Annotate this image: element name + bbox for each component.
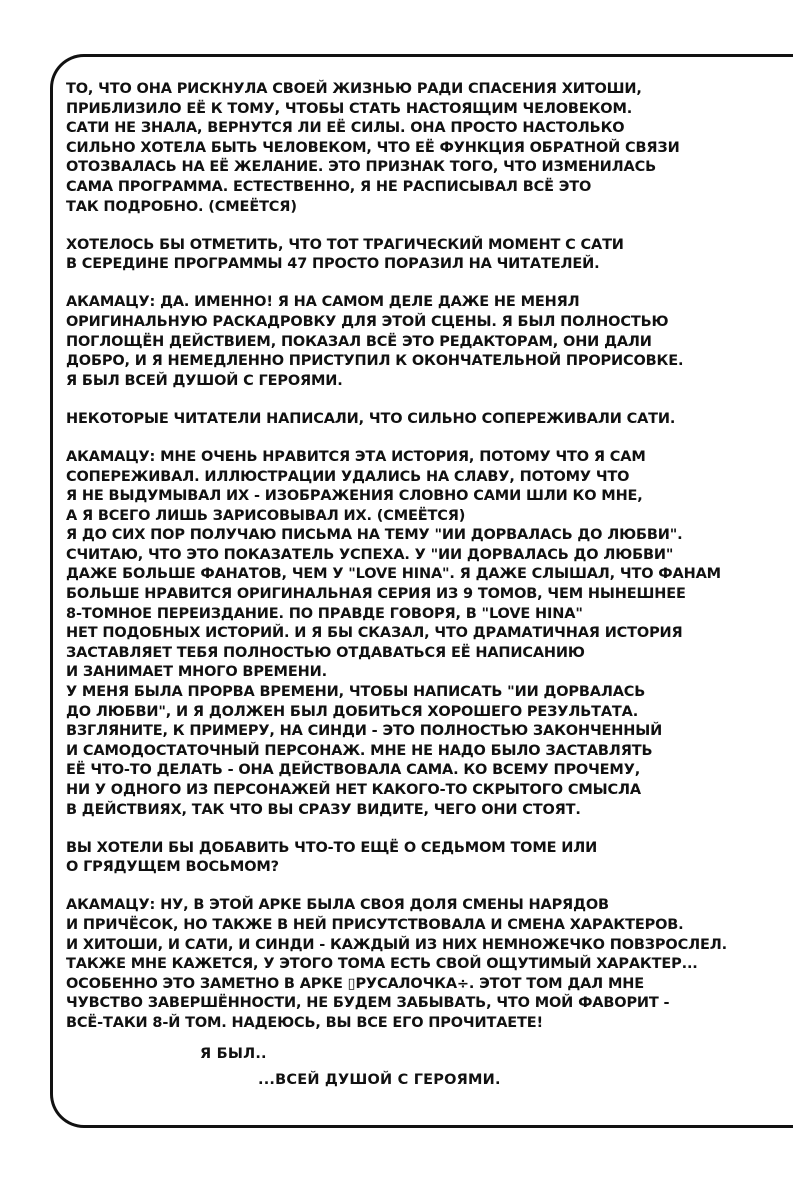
- text-line: ПРИБЛИЗИЛО ЕЁ К ТОМУ, ЧТОБЫ СТАТЬ НАСТОЯЩИМ ЧЕЛОВЕКОМ.: [66, 100, 633, 117]
- text-line: ТАКЖЕ МНЕ КАЖЕТСЯ, У ЭТОГО ТОМА ЕСТЬ СВОЙ ОЩУТИМЫЙ ХАРАКТЕР...: [66, 956, 698, 973]
- text-line: НИ У ОДНОГО ИЗ ПЕРСОНАЖЕЙ НЕТ КАКОГО-ТО СКРЫТОГО СМЫСЛА: [66, 782, 641, 798]
- interview-text: [66, 80, 778, 1052]
- text-line: САМА ПРОГРАММА. ЕСТЕСТВЕННО, Я НЕ РАСПИСЫВАЛ ВСЁ ЭТО: [66, 178, 592, 195]
- text-line: ЧУВСТВО ЗАВЕРШЁННОСТИ, НЕ БУДЕМ ЗАБЫВАТЬ, ЧТО МОЙ ФАВОРИТ -: [66, 995, 670, 1012]
- text-line: ПОГЛОЩЁН ДЕЙСТВИЕМ, ПОКАЗАЛ ВСЁ ЭТО РЕДАКТОРАМ, ОНИ ДАЛИ: [66, 333, 652, 350]
- text-line: СЧИТАЮ, ЧТО ЭТО ПОКАЗАТЕЛЬ УСПЕХА. У "ИИ ДОРВАЛАСЬ ДО ЛЮБВИ": [66, 546, 674, 563]
- speaker-label: АКАМАЦУ:: [66, 897, 156, 914]
- answer-first-line: [66, 896, 778, 916]
- speaker-label: АКАМАЦУ:: [66, 294, 156, 311]
- body-paragraph: [66, 80, 778, 217]
- text-line: ВСЁ-ТАКИ 8-Й ТОМ. НАДЕЮСЬ, ВЫ ВСЕ ЕГО ПРОЧИТАЕТЕ!: [66, 1014, 544, 1031]
- text-line: И САМОДОСТАТОЧНЫЙ ПЕРСОНАЖ. МНЕ НЕ НАДО БЫЛО ЗАСТАВЛЯТЬ: [66, 742, 653, 759]
- text-line: Я ДО СИХ ПОР ПОЛУЧАЮ ПИСЬМА НА ТЕМУ "ИИ ДОРВАЛАСЬ ДО ЛЮБВИ".: [66, 527, 683, 544]
- text-line: ХОТЕЛОСЬ БЫ ОТМЕТИТЬ, ЧТО ТОТ ТРАГИЧЕСКИЙ МОМЕНТ С САТИ: [66, 236, 624, 253]
- answer-first-line: [66, 293, 778, 313]
- answer-paragraph: [66, 293, 778, 391]
- text-line: ТАК ПОДРОБНО. (СМЕЁТСЯ): [66, 198, 297, 215]
- answer-text: НУ, В ЭТОЙ АРКЕ БЫЛА СВОЯ ДОЛЯ СМЕНЫ НАРЯДОВ: [160, 897, 609, 914]
- text-line: И ХИТОШИ, И САТИ, И СИНДИ - КАЖДЫЙ ИЗ НИХ НЕМНОЖЕЧКО ПОВЗРОСЛЕЛ.: [66, 936, 727, 953]
- text-line: ДО ЛЮБВИ", И Я ДОЛЖЕН БЫЛ ДОБИТЬСЯ ХОРОШЕГО РЕЗУЛЬТАТА.: [66, 703, 639, 720]
- text-line: А Я ВСЕГО ЛИШЬ ЗАРИСОВЫВАЛ ИХ. (СМЕЁТСЯ): [66, 507, 466, 524]
- closing-line-2: ...ВСЕЙ ДУШОЙ С ГЕРОЯМИ.: [258, 1072, 501, 1088]
- text-line: САТИ НЕ ЗНАЛА, ВЕРНУТСЯ ЛИ ЕЁ СИЛЫ. ОНА ПРОСТО НАСТОЛЬКО: [66, 120, 625, 137]
- question-paragraph: [66, 839, 778, 878]
- text-line: ОСОБЕННО ЭТО ЗАМЕТНО В АРКЕ ▯РУСАЛОЧКА÷. ЭТОТ ТОМ ДАЛ МНЕ: [66, 975, 644, 992]
- speaker-label: АКАМАЦУ:: [66, 448, 156, 465]
- text-line: И ЗАНИМАЕТ МНОГО ВРЕМЕНИ.: [66, 664, 327, 681]
- text-line: ОТОЗВАЛАСЬ НА ЕЁ ЖЕЛАНИЕ. ЭТО ПРИЗНАК ТОГО, ЧТО ИЗМЕНИЛАСЬ: [66, 159, 657, 176]
- text-line: 8-ТОМНОЕ ПЕРЕИЗДАНИЕ. ПО ПРАВДЕ ГОВОРЯ, В "LOVE HINA": [66, 605, 583, 622]
- text-line: О ГРЯДУЩЕМ ВОСЬМОМ?: [66, 859, 279, 876]
- text-line: В СЕРЕДИНЕ ПРОГРАММЫ 47 ПРОСТО ПОРАЗИЛ НА ЧИТАТЕЛЕЙ.: [66, 256, 600, 273]
- question-paragraph: [66, 410, 778, 430]
- answer-text: МНЕ ОЧЕНЬ НРАВИТСЯ ЭТА ИСТОРИЯ, ПОТОМУ ЧТО Я САМ: [160, 448, 646, 465]
- text-line: Я БЫЛ ВСЕЙ ДУШОЙ С ГЕРОЯМИ.: [66, 372, 343, 389]
- text-line: ВЫ ХОТЕЛИ БЫ ДОБАВИТЬ ЧТО-ТО ЕЩЁ О СЕДЬМОМ ТОМЕ ИЛИ: [66, 839, 598, 856]
- answer-first-line: [66, 448, 778, 468]
- text-line: НЕКОТОРЫЕ ЧИТАТЕЛИ НАПИСАЛИ, ЧТО СИЛЬНО СОПЕРЕЖИВАЛИ САТИ.: [66, 410, 676, 427]
- text-line: СОПЕРЕЖИВАЛ. ИЛЛЮСТРАЦИИ УДАЛИСЬ НА СЛАВУ, ПОТОМУ ЧТО: [66, 468, 630, 485]
- text-line: ДАЖЕ БОЛЬШЕ ФАНАТОВ, ЧЕМ У "LOVE HINA". Я ДАЖЕ СЛЫШАЛ, ЧТО ФАНАМ: [66, 566, 721, 583]
- text-line: Я НЕ ВЫДУМЫВАЛ ИХ - ИЗОБРАЖЕНИЯ СЛОВНО САМИ ШЛИ КО МНЕ,: [66, 488, 643, 505]
- closing-line-1: Я БЫЛ..: [200, 1046, 267, 1062]
- text-line: НЕТ ПОДОБНЫХ ИСТОРИЙ. И Я БЫ СКАЗАЛ, ЧТО ДРАМАТИЧНАЯ ИСТОРИЯ: [66, 625, 683, 642]
- answer-paragraph: [66, 896, 778, 1033]
- text-line: И ПРИЧЁСОК, НО ТАКЖЕ В НЕЙ ПРИСУТСТВОВАЛА И СМЕНА ХАРАКТЕРОВ.: [66, 916, 684, 933]
- answer-text: ДА. ИМЕННО! Я НА САМОМ ДЕЛЕ ДАЖЕ НЕ МЕНЯЛ: [160, 294, 580, 311]
- text-line: ТО, ЧТО ОНА РИСКНУЛА СВОЕЙ ЖИЗНЬЮ РАДИ СПАСЕНИЯ ХИТОШИ,: [66, 81, 642, 97]
- text-line: СИЛЬНО ХОТЕЛА БЫТЬ ЧЕЛОВЕКОМ, ЧТО ЕЁ ФУНКЦИЯ ОБРАТНОЙ СВЯЗИ: [66, 139, 680, 156]
- text-line: У МЕНЯ БЫЛА ПРОРВА ВРЕМЕНИ, ЧТОБЫ НАПИСАТЬ "ИИ ДОРВАЛАСЬ: [66, 684, 646, 701]
- text-line: БОЛЬШЕ НРАВИТСЯ ОРИГИНАЛЬНАЯ СЕРИЯ ИЗ 9 ТОМОВ, ЧЕМ НЫНЕШНЕЕ: [66, 586, 686, 603]
- question-paragraph: [66, 236, 778, 275]
- text-line: ЕЁ ЧТО-ТО ДЕЛАТЬ - ОНА ДЕЙСТВОВАЛА САМА. КО ВСЕМУ ПРОЧЕМУ,: [66, 762, 641, 779]
- text-line: ЗАСТАВЛЯЕТ ТЕБЯ ПОЛНОСТЬЮ ОТДАВАТЬСЯ ЕЁ НАПИСАНИЮ: [66, 644, 585, 661]
- text-line: ОРИГИНАЛЬНУЮ РАСКАДРОВКУ ДЛЯ ЭТОЙ СЦЕНЫ. Я БЫЛ ПОЛНОСТЬЮ: [66, 313, 669, 330]
- text-line: ДОБРО, И Я НЕМЕДЛЕННО ПРИСТУПИЛ К ОКОНЧАТЕЛЬНОЙ ПРОРИСОВКЕ.: [66, 353, 684, 370]
- text-line: В ДЕЙСТВИЯХ, ТАК ЧТО ВЫ СРАЗУ ВИДИТЕ, ЧЕГО ОНИ СТОЯТ.: [66, 801, 581, 818]
- text-line: ВЗГЛЯНИТЕ, К ПРИМЕРУ, НА СИНДИ - ЭТО ПОЛНОСТЬЮ ЗАКОНЧЕННЫЙ: [66, 723, 663, 740]
- answer-paragraph: [66, 448, 778, 820]
